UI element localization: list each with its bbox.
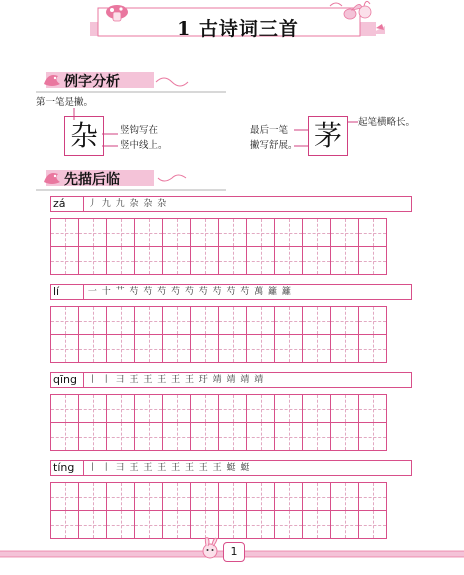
writing-cell[interactable] (358, 334, 387, 363)
practice-grid-row (50, 306, 412, 334)
writing-cell[interactable] (162, 334, 191, 363)
example-note-top: 第一笔是撇。 (36, 97, 94, 108)
writing-cell[interactable] (274, 334, 303, 363)
writing-cell[interactable] (134, 394, 163, 423)
writing-cell[interactable] (106, 218, 135, 247)
writing-cell[interactable] (274, 510, 303, 539)
writing-cell[interactable] (190, 422, 219, 451)
writing-cell[interactable] (302, 422, 331, 451)
writing-cell[interactable] (302, 334, 331, 363)
writing-cell[interactable] (162, 394, 191, 423)
writing-cell[interactable] (134, 218, 163, 247)
writing-cell[interactable] (218, 218, 247, 247)
writing-cell[interactable] (274, 482, 303, 511)
section-title: 先描后临 (64, 172, 120, 188)
writing-cell[interactable] (358, 510, 387, 539)
writing-cell[interactable] (218, 482, 247, 511)
writing-cell[interactable] (106, 422, 135, 451)
writing-cell[interactable] (50, 422, 79, 451)
pinyin-label: tíng (50, 460, 84, 476)
page-title: 1 古诗词三首 (177, 18, 299, 40)
writing-cell[interactable] (78, 218, 107, 247)
stroke-order: 丿 九 九 杂 杂 杂 (84, 196, 412, 212)
writing-cell[interactable] (134, 510, 163, 539)
example-note: 最后一笔 (250, 125, 289, 136)
writing-cell[interactable] (78, 510, 107, 539)
section-title: 例字分析 (64, 74, 120, 90)
example-note: 竖中线上。 (120, 140, 168, 151)
writing-cell[interactable] (134, 246, 163, 275)
writing-cell[interactable] (246, 218, 275, 247)
writing-cell[interactable] (330, 218, 359, 247)
writing-cell[interactable] (302, 482, 331, 511)
writing-cell[interactable] (50, 394, 79, 423)
writing-cell[interactable] (78, 246, 107, 275)
writing-cell[interactable] (246, 394, 275, 423)
example-note: 起笔横略长。 (358, 117, 416, 128)
practice-block (50, 284, 412, 362)
writing-cell[interactable] (106, 510, 135, 539)
writing-cell[interactable] (106, 246, 135, 275)
writing-cell[interactable] (274, 246, 303, 275)
writing-cell[interactable] (190, 482, 219, 511)
writing-cell[interactable] (330, 510, 359, 539)
writing-cell[interactable] (246, 334, 275, 363)
writing-cell[interactable] (358, 246, 387, 275)
writing-cell[interactable] (50, 334, 79, 363)
writing-cell[interactable] (302, 510, 331, 539)
writing-cell[interactable] (246, 246, 275, 275)
writing-cell[interactable] (246, 482, 275, 511)
practice-grid-row (50, 246, 412, 274)
practice-grid-row (50, 482, 412, 510)
writing-cell[interactable] (358, 482, 387, 511)
writing-cell[interactable] (218, 306, 247, 335)
writing-cell[interactable] (218, 394, 247, 423)
writing-cell[interactable] (274, 422, 303, 451)
writing-cell[interactable] (218, 246, 247, 275)
section-heading-example (36, 68, 226, 90)
writing-cell[interactable] (50, 246, 79, 275)
practice-grid-row (50, 510, 412, 538)
writing-cell[interactable] (50, 510, 79, 539)
writing-cell[interactable] (302, 246, 331, 275)
page-header (0, 0, 464, 50)
writing-cell[interactable] (246, 422, 275, 451)
writing-cell[interactable] (162, 246, 191, 275)
writing-cell[interactable] (106, 482, 135, 511)
writing-cell[interactable] (162, 422, 191, 451)
writing-cell[interactable] (330, 422, 359, 451)
writing-cell[interactable] (302, 218, 331, 247)
writing-cell[interactable] (78, 482, 107, 511)
stroke-order: 丨 丨 ⺕ 王 王 王 王 王 王 王 蜓 蜓 (84, 460, 412, 476)
writing-cell[interactable] (246, 306, 275, 335)
writing-cell[interactable] (162, 218, 191, 247)
writing-cell[interactable] (246, 510, 275, 539)
writing-cell[interactable] (358, 394, 387, 423)
bird-icon (42, 70, 62, 90)
writing-cell[interactable] (162, 510, 191, 539)
pinyin-label: zá (50, 196, 84, 212)
writing-cell[interactable] (302, 306, 331, 335)
writing-cell[interactable] (106, 306, 135, 335)
writing-cell[interactable] (358, 422, 387, 451)
writing-cell[interactable] (358, 218, 387, 247)
example-char: 杂 (69, 119, 98, 152)
practice-grid-row (50, 334, 412, 362)
writing-cell[interactable] (78, 422, 107, 451)
writing-cell[interactable] (330, 306, 359, 335)
writing-cell[interactable] (330, 246, 359, 275)
writing-cell[interactable] (190, 510, 219, 539)
writing-cell[interactable] (50, 306, 79, 335)
writing-cell[interactable] (190, 394, 219, 423)
writing-cell[interactable] (50, 482, 79, 511)
writing-cell[interactable] (78, 394, 107, 423)
writing-cell[interactable] (162, 482, 191, 511)
writing-cell[interactable] (134, 306, 163, 335)
example-note: 撇写舒展。 (250, 140, 298, 151)
writing-cell[interactable] (190, 306, 219, 335)
writing-cell[interactable] (218, 510, 247, 539)
writing-cell[interactable] (190, 218, 219, 247)
writing-cell[interactable] (78, 334, 107, 363)
writing-cell[interactable] (50, 218, 79, 247)
writing-cell[interactable] (134, 334, 163, 363)
practice-grid-row (50, 394, 412, 422)
writing-cell[interactable] (106, 394, 135, 423)
writing-cell[interactable] (358, 306, 387, 335)
writing-cell[interactable] (78, 306, 107, 335)
writing-cell[interactable] (134, 482, 163, 511)
writing-cell[interactable] (330, 394, 359, 423)
practice-block (50, 196, 412, 274)
writing-cell[interactable] (190, 246, 219, 275)
writing-cell[interactable] (274, 218, 303, 247)
example-char-box-2 (308, 116, 348, 156)
pinyin-label: lí (50, 284, 84, 300)
page-number: 1 (223, 542, 245, 562)
bird-icon (42, 168, 62, 188)
example-note: 竖钩写在 (120, 125, 159, 136)
practice-block (50, 372, 412, 450)
example-char: 茅 (313, 119, 342, 152)
writing-cell[interactable] (162, 306, 191, 335)
practice-grid-row (50, 422, 412, 450)
practice-block (50, 460, 412, 538)
rabbit-icon (196, 536, 224, 560)
writing-cell[interactable] (218, 334, 247, 363)
writing-cell[interactable] (218, 422, 247, 451)
writing-cell[interactable] (330, 482, 359, 511)
stroke-order: 一 十 艹 芍 芍 芍 芍 芍 芍 芍 芍 芍 萬 籬 籬 (84, 284, 412, 300)
writing-cell[interactable] (274, 306, 303, 335)
writing-cell[interactable] (190, 334, 219, 363)
writing-cell[interactable] (302, 394, 331, 423)
section-heading-practice (36, 166, 226, 188)
writing-cell[interactable] (330, 334, 359, 363)
pinyin-label: qīng (50, 372, 84, 388)
writing-cell[interactable] (274, 394, 303, 423)
practice-grid-row (50, 218, 412, 246)
stroke-order: 丨 丨 ⺕ 王 王 王 王 王 玗 靖 靖 靖 靖 (84, 372, 412, 388)
writing-cell[interactable] (106, 334, 135, 363)
writing-cell[interactable] (134, 422, 163, 451)
